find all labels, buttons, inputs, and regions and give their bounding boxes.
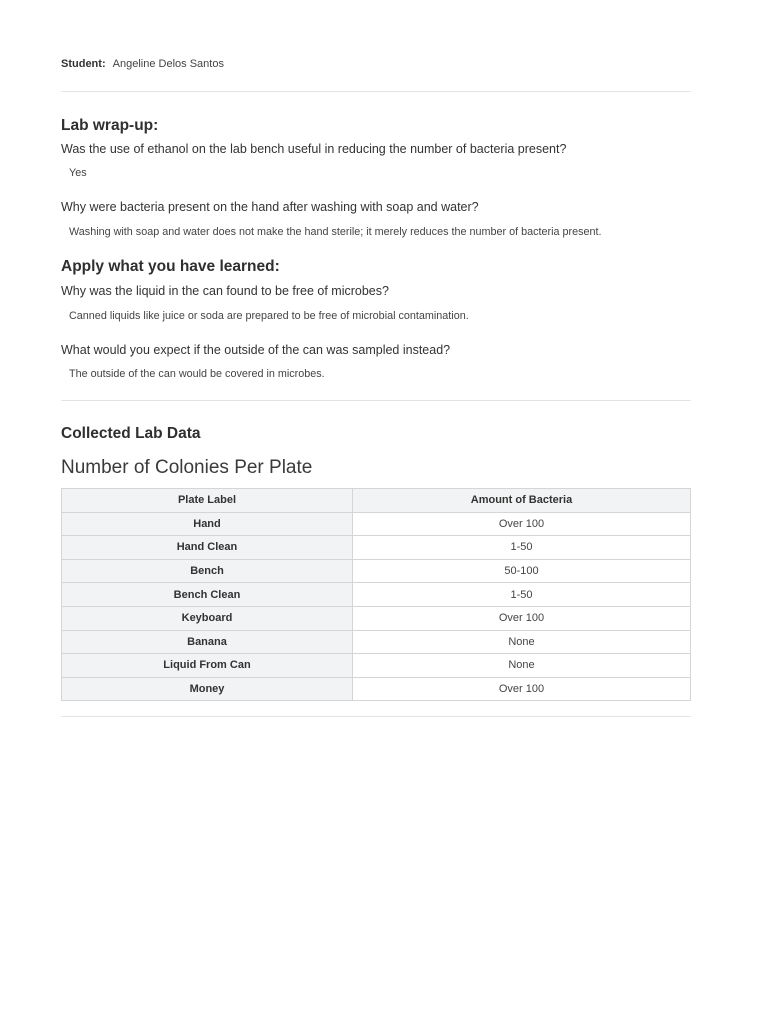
amount-cell: Over 100 [353,677,691,701]
answer-can-liquid: Canned liquids like juice or soda are prepared to be free of microbial contamination. [69,310,469,322]
plate-label-cell: Liquid From Can [62,654,353,678]
collected-lab-data-heading: Collected Lab Data [61,425,201,442]
table-row [62,630,691,654]
question-can-outside: What would you expect if the outside of the can was sampled instead? [61,343,451,357]
table-title: Number of Colonies Per Plate [61,457,313,478]
plate-label-cell: Bench Clean [62,583,353,607]
apply-heading: Apply what you have learned: [61,258,280,275]
table-row [62,677,691,701]
table-row [62,512,691,536]
student-name: Angeline Delos Santos [112,58,224,70]
amount-cell: None [353,654,691,678]
question-ethanol: Was the use of ethanol on the lab bench useful in reducing the number of bacteria present? [61,142,567,156]
table-row [62,583,691,607]
plate-label-cell: Hand Clean [62,536,353,560]
student-label: Student: [61,58,106,70]
plate-label-cell: Hand [62,512,353,536]
table-row [62,606,691,630]
column-header-amount: Amount of Bacteria [353,489,691,513]
answer-hand-bacteria: Washing with soap and water does not make the hand sterile; it merely reduces the number of bacteria present. [69,226,602,238]
answer-can-outside: The outside of the can would be covered in microbes. [69,368,325,380]
amount-cell: 1-50 [353,536,691,560]
amount-cell: 50-100 [353,559,691,583]
column-header-plate-label: Plate Label [62,489,353,513]
divider [61,91,691,92]
amount-cell: None [353,630,691,654]
table-row [62,536,691,560]
plate-label-cell: Bench [62,559,353,583]
student-info [61,58,224,70]
lab-wrap-up-heading: Lab wrap-up: [61,117,159,134]
colonies-table [61,488,691,701]
divider [61,716,691,717]
amount-cell: Over 100 [353,606,691,630]
plate-label-cell: Keyboard [62,606,353,630]
table-row [62,559,691,583]
answer-ethanol: Yes [69,167,87,179]
plate-label-cell: Banana [62,630,353,654]
amount-cell: 1-50 [353,583,691,607]
amount-cell: Over 100 [353,512,691,536]
divider [61,400,691,401]
question-can-liquid: Why was the liquid in the can found to be free of microbes? [61,284,389,298]
plate-label-cell: Money [62,677,353,701]
table-header-row [62,489,691,513]
table-row [62,654,691,678]
question-hand-bacteria: Why were bacteria present on the hand after washing with soap and water? [61,200,479,214]
